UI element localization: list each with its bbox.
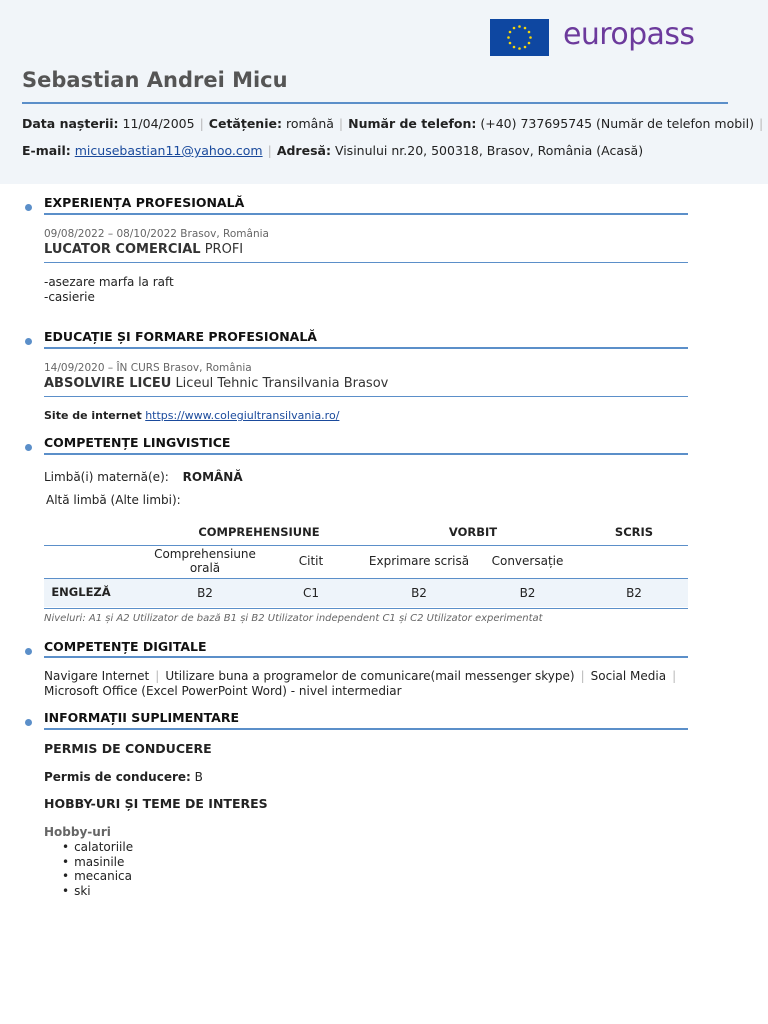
table-header-line bbox=[44, 545, 688, 546]
digital-title: COMPETENȚE DIGITALE bbox=[44, 639, 207, 654]
language-row bbox=[44, 579, 688, 607]
digital-skills-line-1 bbox=[44, 669, 682, 684]
website-label: Site de internet bbox=[44, 409, 142, 422]
level-written-expression: B2 bbox=[411, 586, 427, 600]
experience-title: EXPERIENȚA PROFESIONALĂ bbox=[44, 195, 245, 210]
birth-label: Data nașterii: bbox=[22, 116, 119, 131]
languages-title: COMPETENȚE LINGVISTICE bbox=[44, 435, 231, 450]
extra-title: INFORMAȚII SUPLIMENTARE bbox=[44, 710, 239, 725]
person-name: Sebastian Andrei Micu bbox=[22, 68, 288, 92]
separator: | bbox=[672, 669, 677, 683]
hobby-title: HOBBY-URI ȘI TEME DE INTERES bbox=[44, 796, 268, 811]
license-value: B bbox=[194, 770, 203, 784]
section-bullet bbox=[25, 719, 32, 726]
experience-role: LUCATOR COMERCIAL bbox=[44, 242, 201, 257]
experience-dates: 09/08/2022 – 08/10/2022 Brasov, România bbox=[44, 228, 269, 240]
education-title: EDUCAȚIE ȘI FORMARE PROFESIONALĂ bbox=[44, 329, 317, 344]
subheader-reading: Citit bbox=[298, 554, 324, 568]
europass-wordmark: europass bbox=[563, 17, 695, 52]
header-written: SCRIS bbox=[614, 525, 654, 539]
header-spoken: VORBIT bbox=[448, 525, 498, 539]
digital-skill: Utilizare buna a programelor de comunicare(mail messenger skype) bbox=[165, 669, 575, 683]
entry-divider bbox=[44, 396, 688, 397]
license-title: PERMIS DE CONDUCERE bbox=[44, 741, 212, 756]
name-divider bbox=[22, 102, 728, 104]
experience-employer: PROFI bbox=[204, 242, 244, 257]
level-reading: C1 bbox=[302, 586, 319, 600]
license-label: Permis de conducere: bbox=[44, 770, 191, 784]
other-languages-label: Altă limbă (Alte limbi): bbox=[46, 493, 181, 507]
header-comprehension: COMPREHENSIUNE bbox=[198, 525, 320, 539]
section-bullet bbox=[25, 338, 32, 345]
subheader-written-expression: Exprimare scrisă bbox=[368, 554, 470, 568]
separator: | bbox=[155, 669, 160, 683]
contact-line-2 bbox=[22, 143, 643, 158]
separator: | bbox=[580, 669, 585, 683]
address-value: Visinului nr.20, 500318, Brasov, România (Acasă) bbox=[334, 143, 644, 158]
separator: | bbox=[199, 116, 204, 131]
education-degree: ABSOLVIRE LICEU bbox=[44, 376, 172, 391]
section-divider bbox=[44, 213, 688, 215]
list-item: • calatoriile bbox=[62, 840, 133, 855]
education-school: Liceul Tehnic Transilvania Brasov bbox=[175, 376, 389, 391]
section-divider bbox=[44, 453, 688, 455]
contact-line-1 bbox=[22, 116, 768, 131]
section-bullet bbox=[25, 648, 32, 655]
subheader-oral: Comprehensiune orală bbox=[154, 547, 256, 575]
list-item: • mecanica bbox=[62, 869, 133, 884]
levels-note: Niveluri: A1 și A2 Utilizator de bază B1 și B2 Utilizator independent C1 și C2 Utilizator experimentat bbox=[44, 613, 543, 624]
experience-task: -asezare marfa la raft bbox=[44, 275, 174, 289]
citizenship-label: Cetățenie: bbox=[208, 116, 282, 131]
separator: | bbox=[338, 116, 344, 131]
email-label: E-mail: bbox=[22, 143, 71, 158]
website-link[interactable]: https://www.colegiultransilvania.ro/ bbox=[145, 409, 340, 422]
mother-tongue-label: Limbă(i) maternă(e): bbox=[44, 470, 169, 484]
hobby-label: Hobby-uri bbox=[44, 825, 111, 839]
section-bullet bbox=[25, 204, 32, 211]
phone-value: (+40) 737695745 (Număr de telefon mobil) bbox=[480, 116, 755, 131]
section-divider bbox=[44, 347, 688, 349]
license-line bbox=[44, 770, 203, 785]
section-bullet bbox=[25, 444, 32, 451]
entry-divider bbox=[44, 262, 688, 263]
level-conversation: B2 bbox=[519, 586, 536, 600]
education-dates: 14/09/2020 – ÎN CURS Brasov, România bbox=[44, 362, 252, 374]
list-item: • masinile bbox=[62, 855, 133, 870]
section-divider bbox=[44, 728, 688, 730]
table-bottom-line bbox=[44, 608, 688, 609]
digital-skill: Social Media bbox=[590, 669, 667, 683]
birth-value: 11/04/2005 bbox=[122, 116, 195, 131]
language-name: ENGLEZĂ bbox=[51, 585, 111, 599]
citizenship-value: română bbox=[285, 116, 334, 131]
separator: | bbox=[759, 116, 764, 131]
experience-role-line bbox=[44, 242, 243, 257]
education-line bbox=[44, 376, 388, 391]
eu-flag-icon bbox=[490, 19, 549, 56]
phone-label: Număr de telefon: bbox=[348, 116, 477, 131]
mother-tongue-value: ROMÂNĂ bbox=[182, 470, 243, 484]
address-label: Adresă: bbox=[276, 143, 331, 158]
email-link[interactable]: micusebastian11@yahoo.com bbox=[74, 143, 263, 158]
mother-tongue-line bbox=[44, 470, 243, 485]
section-divider bbox=[44, 656, 688, 658]
hobby-list bbox=[62, 840, 133, 898]
europass-logo bbox=[490, 18, 694, 56]
list-item: • ski bbox=[62, 884, 133, 899]
level-oral: B2 bbox=[197, 586, 213, 600]
digital-skill: Microsoft Office (Excel PowerPoint Word) - nivel intermediar bbox=[44, 684, 402, 698]
level-written: B2 bbox=[626, 586, 642, 600]
subheader-conversation: Conversație bbox=[491, 554, 564, 568]
digital-skill: Navigare Internet bbox=[44, 669, 150, 683]
separator: | bbox=[267, 143, 272, 158]
experience-task: -casierie bbox=[44, 290, 95, 304]
website-line bbox=[44, 409, 339, 422]
